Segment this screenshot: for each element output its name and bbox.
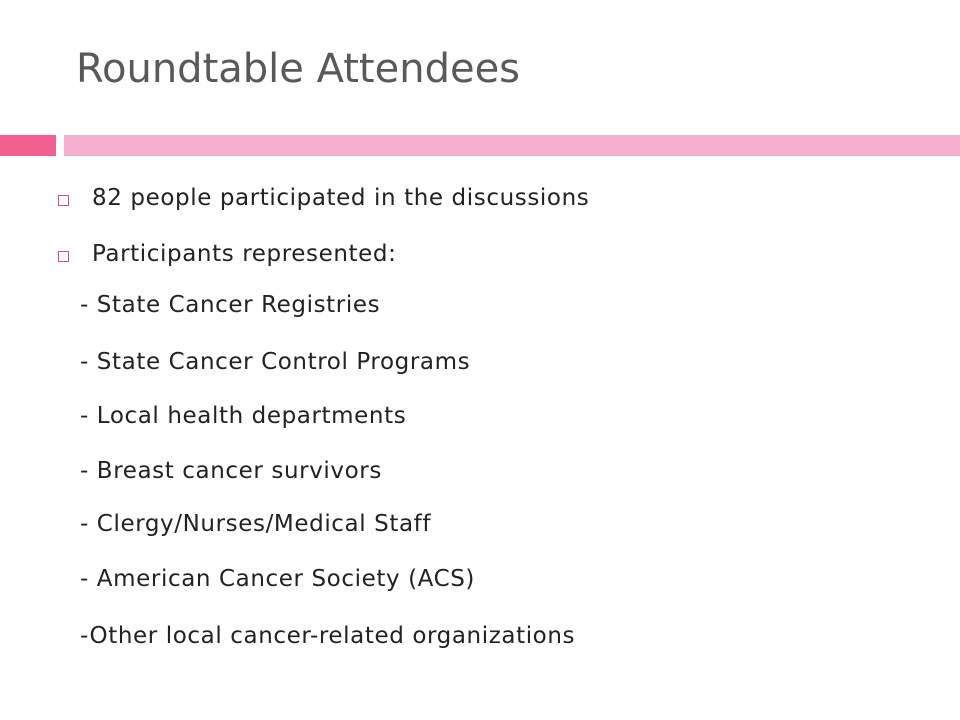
square-bullet-icon (58, 195, 69, 206)
sub-list-item: - Breast cancer survivors (80, 458, 382, 484)
square-bullet-icon (58, 251, 69, 262)
sub-list-item: - State Cancer Control Programs (80, 349, 471, 375)
sub-list-item: - Clergy/Nurses/Medical Staff (80, 511, 432, 537)
sub-list-item: - American Cancer Society (ACS) (80, 566, 476, 592)
sub-list-item: - Local health departments (80, 403, 407, 429)
sub-list-item: - State Cancer Registries (80, 292, 381, 318)
slide-title: Roundtable Attendees (76, 46, 521, 92)
sub-list-item: -Other local cancer-related organizations (80, 623, 576, 649)
bullet-text: Participants represented: (92, 241, 397, 267)
bullet-text: 82 people participated in the discussions (92, 185, 590, 211)
